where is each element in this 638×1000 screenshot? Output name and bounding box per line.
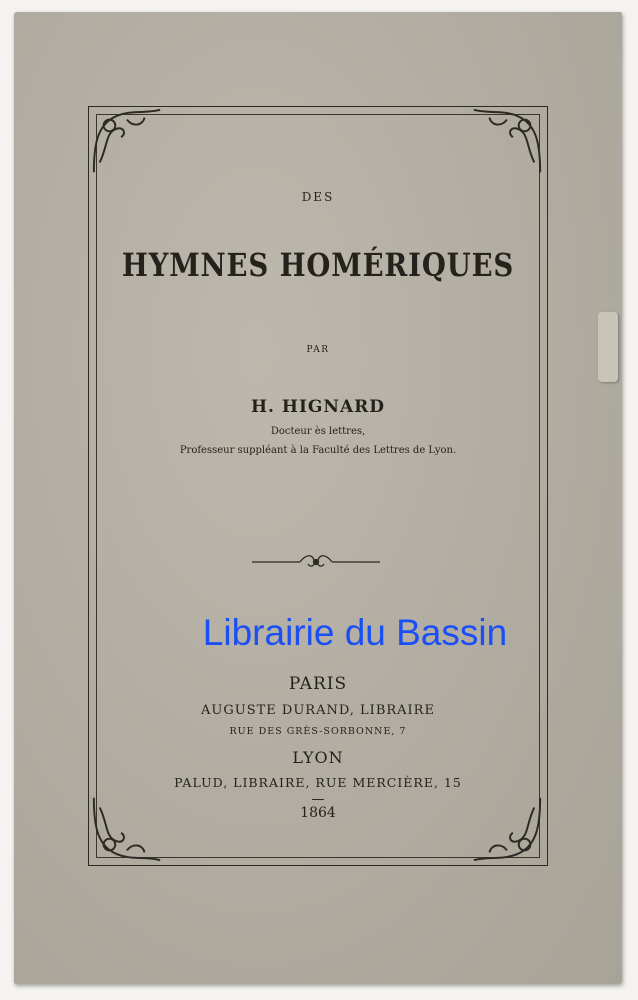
author-name: H. HIGNARD	[250, 397, 386, 417]
paper-tab	[598, 312, 618, 382]
pre-title: DES	[301, 190, 335, 204]
publisher-city-lyon: LYON	[292, 748, 344, 767]
by-label: PAR	[306, 345, 330, 355]
flourish-divider	[250, 552, 382, 572]
publisher-lyon: PALUD, LIBRAIRE, RUE MERCIÈRE, 15	[174, 775, 462, 790]
corner-ornament-bottom-left	[88, 788, 166, 866]
corner-ornament-top-left	[88, 104, 166, 182]
author-position: Professeur suppléant à la Faculté des Lettres de Lyon.	[179, 445, 457, 456]
book-title: HYMNES HOMÉRIQUES	[121, 246, 515, 284]
publisher-city-paris: PARIS	[288, 674, 348, 694]
bookseller-watermark: Librairie du Bassin	[202, 612, 508, 653]
corner-ornament-bottom-right	[468, 788, 546, 866]
publisher-paris: AUGUSTE DURAND, LIBRAIRE	[201, 703, 435, 718]
publisher-paris-address: RUE DES GRÈS-SORBONNE, 7	[229, 726, 407, 737]
corner-ornament-top-right	[468, 104, 546, 182]
year-rule	[312, 799, 324, 800]
publication-year: 1864	[300, 805, 336, 821]
cover-frame-inner	[96, 114, 540, 858]
author-credential: Docteur ès lettres,	[270, 426, 366, 437]
